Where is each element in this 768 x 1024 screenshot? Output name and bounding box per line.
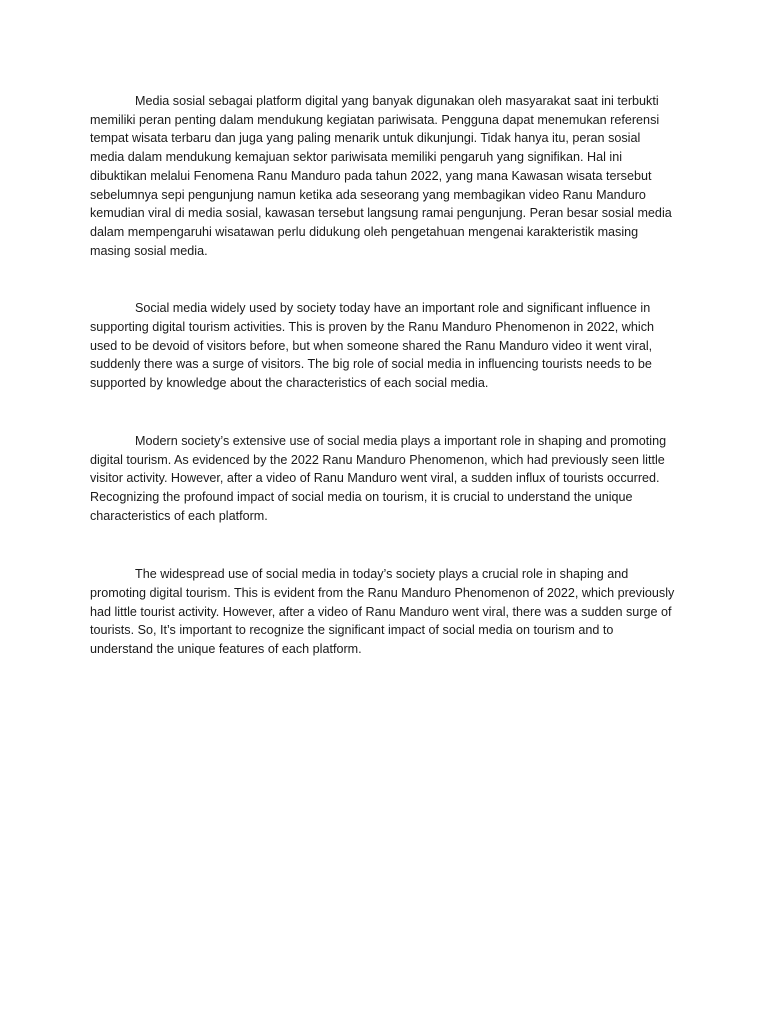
paragraph-english-3: The widespread use of social media in today’s society plays a crucial role in shaping and promoting digital tourism. This is evident from the Ranu Manduro Phenomenon of 2022, which previously had little tourist activity. However, after a video of Ranu Manduro went viral, there was a sudden surge of tourists. So, It’s important to recognize the significant impact of social media on tourism and to understand the unique features of each platform. [90,567,675,657]
paragraph-english-2: Modern society’s extensive use of social media plays a important role in shaping and promoting digital tourism. As evidenced by the 2022 Ranu Manduro Phenomenon, which had previously seen little visitor activity. However, after a video of Ranu Manduro went viral, a sudden influx of tourists occurred. Recognizing the profound impact of social media on tourism, it is crucial to understand the unique characteristics of each platform. [90,433,667,523]
document-body [90,92,676,659]
paragraph-indonesian: Media sosial sebagai platform digital yang banyak digunakan oleh masyarakat saat ini terbukti memiliki peran penting dalam mendukung kegiatan pariwisata. Pengguna dapat menemukan referensi tempat wisata terbaru dan juga yang paling menarik untuk dikunjungi. Tidak hanya itu, peran sosial media dalam mendukung kemajuan sektor pariwisata memiliki pengaruh yang signifikan. Hal ini dibuktikan melalui Fenomena Ranu Manduro pada tahun 2022, yang mana Kawasan wisata tersebut sebelumnya sepi pengunjung namun ketika ada seseorang yang membagikan video Ranu Manduro kemudian viral di media sosial, kawasan tersebut langsung ramai pengunjung. Peran besar sosial media dalam mempengaruhi wisatawan perlu didukung oleh pengetahuan mengenai karakteristik masing masing sosial media. [90,94,672,258]
paragraph-english-1: Social media widely used by society today have an important role and significant influence in supporting digital tourism activities. This is proven by the Ranu Manduro Phenomenon in 2022, which used to be devoid of visitors before, but when someone shared the Ranu Manduro video it went viral, suddenly there was a surge of visitors. The big role of social media in influencing tourists needs to be supported by knowledge about the characteristics of each social media. [90,301,655,391]
